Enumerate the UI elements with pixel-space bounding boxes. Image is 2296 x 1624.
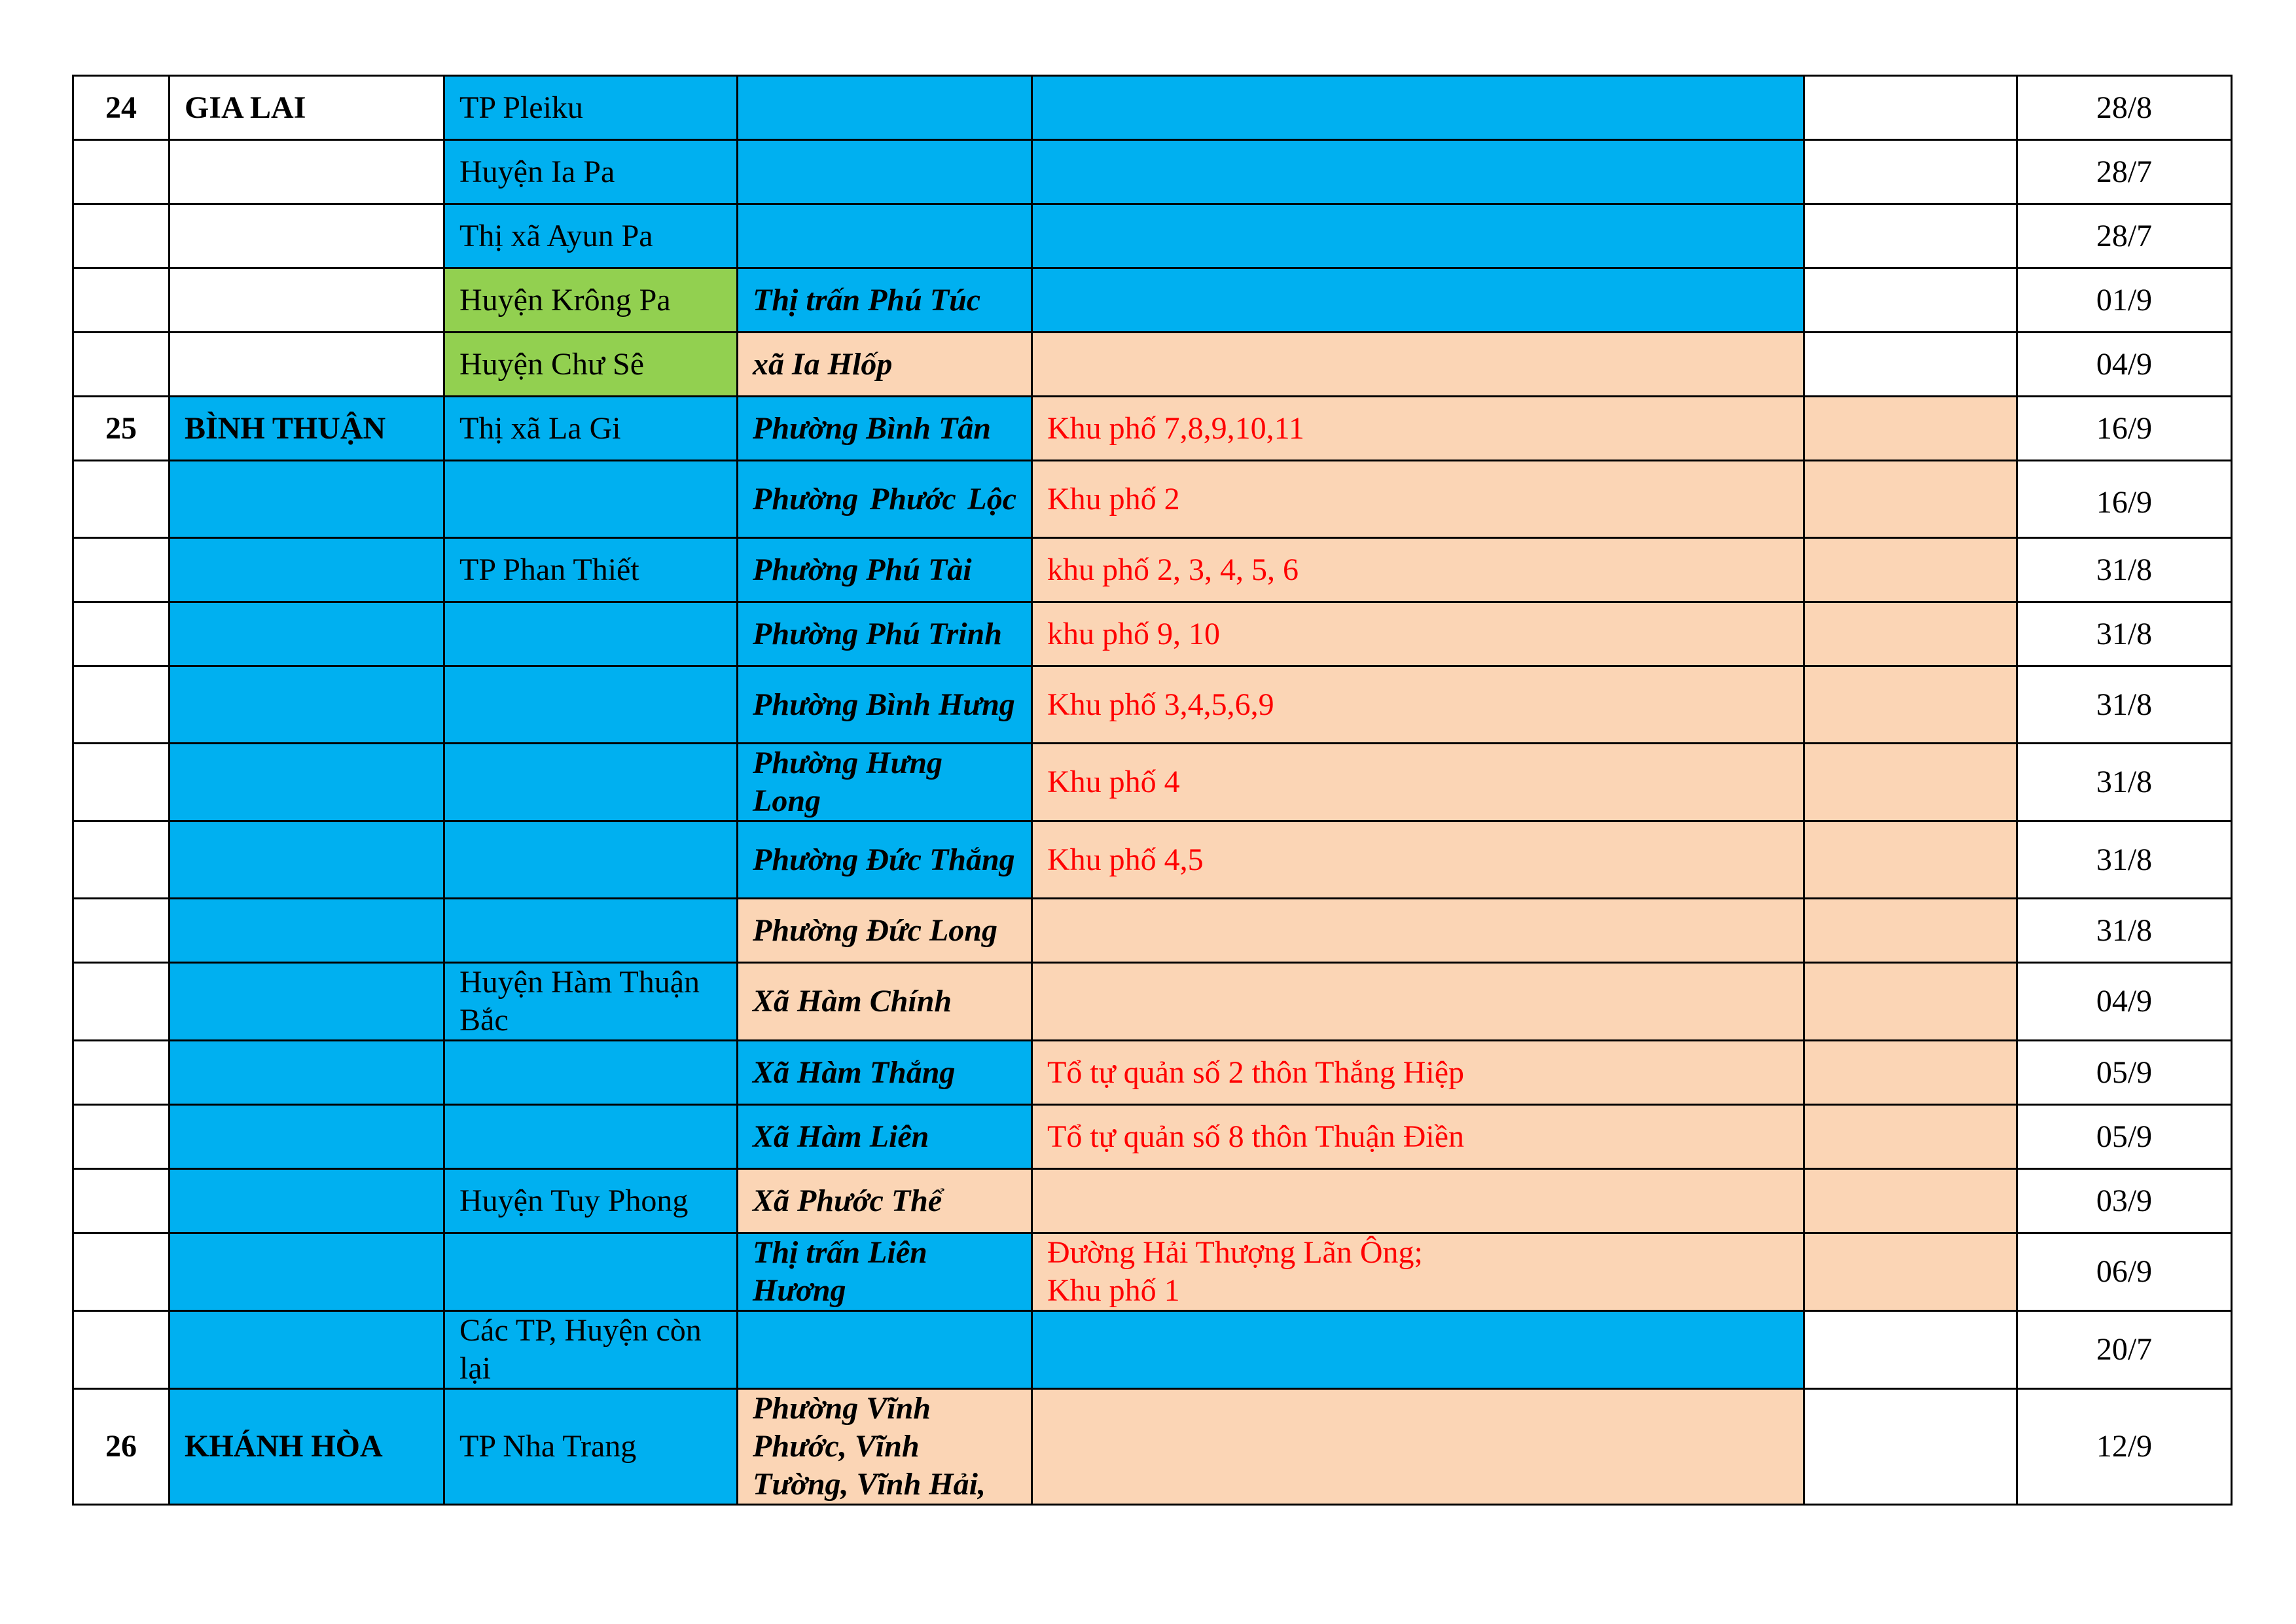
empty-cell — [1804, 461, 2017, 538]
region-status-table — [72, 75, 2233, 1506]
province-number — [73, 1169, 170, 1233]
district-name: Thị xã Ayun Pa — [444, 204, 738, 268]
area-detail — [1032, 204, 1804, 268]
area-detail — [1032, 268, 1804, 333]
table-row — [73, 1233, 2232, 1311]
table-row — [73, 666, 2232, 744]
table-row — [73, 1311, 2232, 1389]
province-name — [170, 602, 444, 666]
ward-name: Xã Phước Thể — [738, 1169, 1032, 1233]
province-name — [170, 963, 444, 1041]
district-name — [444, 899, 738, 963]
province-number: 24 — [73, 76, 170, 140]
province-number — [73, 538, 170, 602]
empty-cell — [1804, 538, 2017, 602]
date-cell: 28/7 — [2017, 140, 2232, 204]
empty-cell — [1804, 1041, 2017, 1105]
table-row — [73, 204, 2232, 268]
province-number — [73, 602, 170, 666]
province-name — [170, 140, 444, 204]
table-row — [73, 899, 2232, 963]
date-cell: 05/9 — [2017, 1105, 2232, 1169]
table-row — [73, 461, 2232, 538]
area-detail — [1032, 1389, 1804, 1505]
province-name — [170, 461, 444, 538]
date-cell: 31/8 — [2017, 666, 2232, 744]
area-detail: Khu phố 2 — [1032, 461, 1804, 538]
date-cell: 31/8 — [2017, 821, 2232, 899]
district-name: Huyện Tuy Phong — [444, 1169, 738, 1233]
table-row — [73, 333, 2232, 397]
table-row — [73, 1389, 2232, 1505]
area-detail — [1032, 963, 1804, 1041]
empty-cell — [1804, 1389, 2017, 1505]
ward-name: Phường Phú Trinh — [738, 602, 1032, 666]
ward-name: Xã Hàm Chính — [738, 963, 1032, 1041]
empty-cell — [1804, 1105, 2017, 1169]
ward-name — [738, 1311, 1032, 1389]
province-name — [170, 1169, 444, 1233]
table-row — [73, 744, 2232, 821]
ward-name: Thị trấn Phú Túc — [738, 268, 1032, 333]
ward-name: xã Ia Hlốp — [738, 333, 1032, 397]
district-name — [444, 602, 738, 666]
table-row — [73, 602, 2232, 666]
date-cell: 03/9 — [2017, 1169, 2232, 1233]
area-detail — [1032, 333, 1804, 397]
date-cell: 16/9 — [2017, 461, 2232, 538]
district-name — [444, 1233, 738, 1311]
province-name — [170, 821, 444, 899]
district-name: Huyện Ia Pa — [444, 140, 738, 204]
empty-cell — [1804, 1233, 2017, 1311]
ward-name — [738, 204, 1032, 268]
date-cell: 04/9 — [2017, 963, 2232, 1041]
ward-name: Phường Đức Long — [738, 899, 1032, 963]
province-name — [170, 1233, 444, 1311]
date-cell: 20/7 — [2017, 1311, 2232, 1389]
area-detail: Khu phố 3,4,5,6,9 — [1032, 666, 1804, 744]
ward-name: Phường Bình Hưng — [738, 666, 1032, 744]
ward-name: Phường Đức Thắng — [738, 821, 1032, 899]
ward-name: Xã Hàm Liên — [738, 1105, 1032, 1169]
area-detail: khu phố 9, 10 — [1032, 602, 1804, 666]
table-row — [73, 1041, 2232, 1105]
province-number — [73, 1041, 170, 1105]
ward-name — [738, 140, 1032, 204]
province-name — [170, 899, 444, 963]
area-detail — [1032, 899, 1804, 963]
district-name: Huyện Krông Pa — [444, 268, 738, 333]
date-cell: 05/9 — [2017, 1041, 2232, 1105]
ward-name: Phường Hưng Long — [738, 744, 1032, 821]
table-row — [73, 538, 2232, 602]
province-number — [73, 963, 170, 1041]
table-row — [73, 397, 2232, 461]
empty-cell — [1804, 1311, 2017, 1389]
province-number — [73, 268, 170, 333]
province-name: GIA LAI — [170, 76, 444, 140]
province-number — [73, 1105, 170, 1169]
area-detail: Tổ tự quản số 8 thôn Thuận Điền — [1032, 1105, 1804, 1169]
empty-cell — [1804, 76, 2017, 140]
table-row — [73, 76, 2232, 140]
area-detail — [1032, 140, 1804, 204]
ward-name: Thị trấn Liên Hương — [738, 1233, 1032, 1311]
province-number — [73, 666, 170, 744]
province-number — [73, 140, 170, 204]
empty-cell — [1804, 899, 2017, 963]
district-name: TP Phan Thiết — [444, 538, 738, 602]
empty-cell — [1804, 204, 2017, 268]
province-number: 25 — [73, 397, 170, 461]
date-cell: 04/9 — [2017, 333, 2232, 397]
area-detail — [1032, 76, 1804, 140]
empty-cell — [1804, 268, 2017, 333]
province-name — [170, 1311, 444, 1389]
province-name — [170, 1041, 444, 1105]
empty-cell — [1804, 1169, 2017, 1233]
province-name — [170, 744, 444, 821]
date-cell: 16/9 — [2017, 397, 2232, 461]
date-cell: 06/9 — [2017, 1233, 2232, 1311]
district-name: Các TP, Huyện còn lại — [444, 1311, 738, 1389]
province-number — [73, 333, 170, 397]
district-name — [444, 461, 738, 538]
province-name — [170, 666, 444, 744]
province-number: 26 — [73, 1389, 170, 1505]
province-name — [170, 333, 444, 397]
ward-name: Phường Bình Tân — [738, 397, 1032, 461]
province-number — [73, 899, 170, 963]
ward-name: Xã Hàm Thắng — [738, 1041, 1032, 1105]
province-name: BÌNH THUẬN — [170, 397, 444, 461]
empty-cell — [1804, 744, 2017, 821]
province-number — [73, 1311, 170, 1389]
district-name — [444, 666, 738, 744]
district-name — [444, 744, 738, 821]
district-name: TP Nha Trang — [444, 1389, 738, 1505]
district-name — [444, 821, 738, 899]
area-detail: Đường Hải Thượng Lãn Ông; Khu phố 1 — [1032, 1233, 1804, 1311]
table-row — [73, 140, 2232, 204]
area-detail: Tổ tự quản số 2 thôn Thắng Hiệp — [1032, 1041, 1804, 1105]
date-cell: 31/8 — [2017, 602, 2232, 666]
table-row — [73, 1105, 2232, 1169]
empty-cell — [1804, 397, 2017, 461]
province-name — [170, 204, 444, 268]
empty-cell — [1804, 963, 2017, 1041]
district-name — [444, 1105, 738, 1169]
empty-cell — [1804, 666, 2017, 744]
empty-cell — [1804, 333, 2017, 397]
date-cell: 12/9 — [2017, 1389, 2232, 1505]
province-number — [73, 744, 170, 821]
district-name: Huyện Hàm Thuận Bắc — [444, 963, 738, 1041]
district-name — [444, 1041, 738, 1105]
province-name — [170, 538, 444, 602]
date-cell: 01/9 — [2017, 268, 2232, 333]
empty-cell — [1804, 602, 2017, 666]
area-detail: Khu phố 4,5 — [1032, 821, 1804, 899]
empty-cell — [1804, 140, 2017, 204]
table-row — [73, 963, 2232, 1041]
ward-name: Phường Phước Lộc — [738, 461, 1032, 538]
table-row — [73, 821, 2232, 899]
district-name: TP Pleiku — [444, 76, 738, 140]
province-name: KHÁNH HÒA — [170, 1389, 444, 1505]
ward-name: Phường Vĩnh Phước, Vĩnh Tường, Vĩnh Hải, — [738, 1389, 1032, 1505]
area-detail: khu phố 2, 3, 4, 5, 6 — [1032, 538, 1804, 602]
area-detail: Khu phố 7,8,9,10,11 — [1032, 397, 1804, 461]
ward-name — [738, 76, 1032, 140]
province-number — [73, 1233, 170, 1311]
area-detail: Khu phố 4 — [1032, 744, 1804, 821]
province-number — [73, 821, 170, 899]
date-cell: 31/8 — [2017, 899, 2232, 963]
ward-name: Phường Phú Tài — [738, 538, 1032, 602]
area-detail — [1032, 1311, 1804, 1389]
province-number — [73, 204, 170, 268]
date-cell: 28/7 — [2017, 204, 2232, 268]
district-name: Thị xã La Gi — [444, 397, 738, 461]
date-cell: 28/8 — [2017, 76, 2232, 140]
province-number — [73, 461, 170, 538]
table-row — [73, 268, 2232, 333]
date-cell: 31/8 — [2017, 744, 2232, 821]
table-row — [73, 1169, 2232, 1233]
province-name — [170, 1105, 444, 1169]
date-cell: 31/8 — [2017, 538, 2232, 602]
province-name — [170, 268, 444, 333]
district-name: Huyện Chư Sê — [444, 333, 738, 397]
area-detail — [1032, 1169, 1804, 1233]
empty-cell — [1804, 821, 2017, 899]
